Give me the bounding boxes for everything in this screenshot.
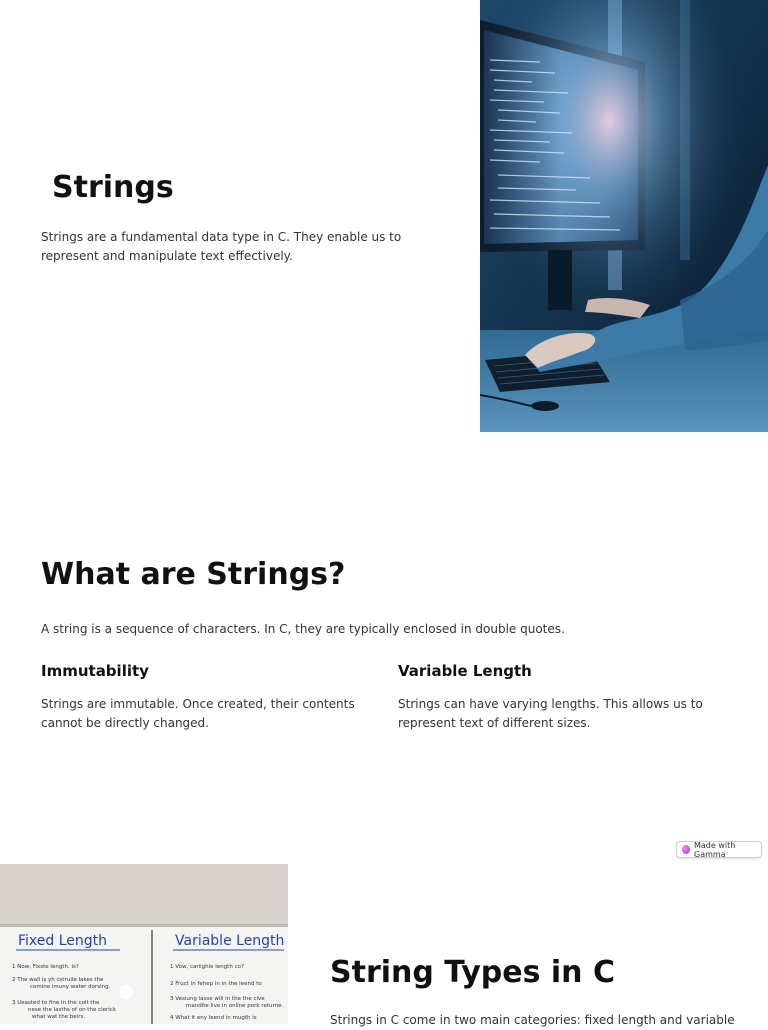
whiteboard-illustration bbox=[0, 864, 288, 1024]
slide3-body: Strings in C come in two main categories: fixed length and variable bbox=[330, 1013, 735, 1027]
whiteboard-left-line-5: nese the lasths of on the clerick bbox=[28, 1007, 117, 1013]
whiteboard-right-line-3: 3 Vesiung lasse will in the the cive bbox=[170, 996, 265, 1002]
whiteboard-left-line-6: what wat the beirs. bbox=[32, 1014, 86, 1020]
whiteboard-left-line-2: 2 The wall is yh cstruile lakes the bbox=[12, 977, 104, 983]
whiteboard-right-line-5: 4 What it eny leend in mugth is bbox=[170, 1015, 257, 1021]
immutability-text: Strings are immutable. Once created, their contents cannot be directly changed. bbox=[41, 697, 355, 730]
slide1-body: Strings are a fundamental data type in C. They enable us to represent and manipulate text effectively. bbox=[41, 230, 402, 263]
gamma-logo-icon bbox=[682, 845, 690, 854]
whiteboard-right-line-1: 1 Vow, cariighle length co? bbox=[170, 964, 244, 970]
variable-length-text: Strings can have varying lengths. This allows us to represent text of different sizes. bbox=[398, 697, 703, 730]
slide2-title: What are Strings? bbox=[41, 557, 346, 592]
immutability-heading: Immutability bbox=[41, 662, 149, 680]
whiteboard-left-heading: Fixed Length bbox=[18, 933, 108, 949]
whiteboard-right-line-4: mandite live in online pork returne. bbox=[186, 1003, 284, 1009]
variable-length-heading: Variable Length bbox=[398, 662, 532, 680]
slide2-body: A string is a sequence of characters. In C, they are typically enclosed in double quotes. bbox=[41, 622, 565, 636]
whiteboard-photo bbox=[0, 864, 288, 1024]
badge-label: Made with Gamma bbox=[694, 840, 736, 859]
whiteboard-right-heading: Variable Length bbox=[175, 933, 285, 949]
whiteboard-right-line-2: 2 Fruct in fehep in in the leend to bbox=[170, 981, 262, 987]
whiteboard-left-line-3: comine imuny water dorsing. bbox=[30, 984, 111, 990]
whiteboard-left-line-4: 3 Ueasted to fine in the colt the bbox=[12, 1000, 100, 1006]
programmer-photo bbox=[480, 0, 768, 432]
whiteboard-left-line-1: 1 Now, Fixste length. is? bbox=[12, 964, 79, 970]
made-with-gamma-badge[interactable] bbox=[676, 841, 762, 858]
programmer-illustration bbox=[480, 0, 768, 432]
slide1-title: Strings bbox=[52, 170, 174, 205]
slide3-title: String Types in C bbox=[330, 955, 615, 990]
